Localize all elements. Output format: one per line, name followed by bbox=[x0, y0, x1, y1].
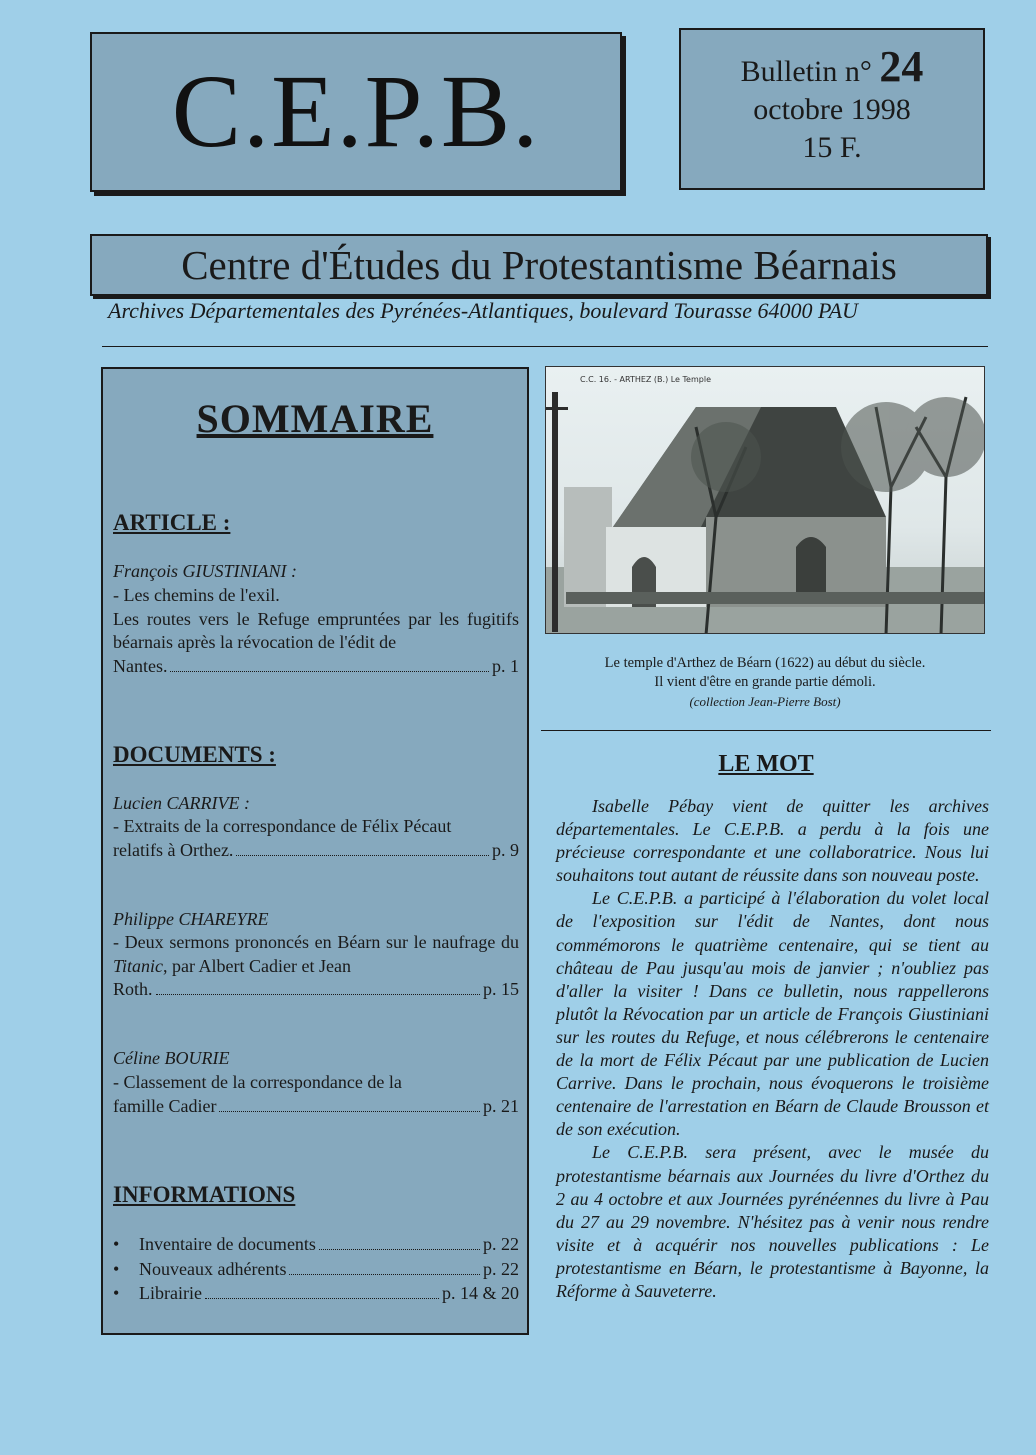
dot-leader bbox=[205, 1298, 439, 1299]
header-divider bbox=[102, 346, 988, 347]
info-label: Librairie bbox=[139, 1283, 202, 1303]
column-divider bbox=[541, 730, 991, 731]
bulletin-date: octobre 1998 bbox=[753, 93, 911, 126]
dot-leader bbox=[219, 1111, 480, 1112]
informations-heading: INFORMATIONS bbox=[113, 1182, 296, 1207]
bulletin-box bbox=[679, 28, 985, 190]
caption-credit: (collection Jean-Pierre Bost) bbox=[689, 694, 841, 709]
info-label: Inventaire de documents bbox=[139, 1234, 316, 1254]
document-toc-line-2 bbox=[113, 978, 519, 1002]
sommaire-title: SOMMAIRE bbox=[196, 396, 434, 441]
dot-leader bbox=[236, 855, 489, 856]
dot-leader bbox=[289, 1274, 480, 1275]
document-title-italic: Titanic bbox=[113, 955, 164, 976]
caption-line2: Il vient d'être en grande partie démoli. bbox=[654, 674, 876, 690]
document-body-3: - Classement de la correspondance de la bbox=[113, 1072, 402, 1092]
document-page-2: p. 15 bbox=[483, 979, 519, 999]
info-item bbox=[113, 1281, 519, 1306]
documents-heading: DOCUMENTS : bbox=[113, 742, 276, 767]
article-line1: - Les chemins de l'exil. bbox=[113, 585, 280, 605]
bulletin-price: 15 F. bbox=[802, 131, 862, 164]
document-author-1: Lucien CARRIVE : bbox=[113, 793, 250, 813]
document-body-1: - Extraits de la correspondance de Félix Pécaut bbox=[113, 816, 452, 836]
document-last-1: relatifs à Orthez. bbox=[113, 839, 234, 860]
info-page: p. 14 & 20 bbox=[441, 1283, 519, 1303]
article-toc-line bbox=[113, 655, 519, 679]
document-entry-1 bbox=[113, 815, 519, 862]
bullet: • bbox=[113, 1258, 120, 1279]
bulletin-line bbox=[681, 42, 983, 91]
info-page: p. 22 bbox=[483, 1258, 519, 1279]
info-item bbox=[113, 1257, 519, 1282]
organization-address: Archives Départementales des Pyrénées-Atlantiques, boulevard Tourasse 64000 PAU bbox=[108, 298, 858, 323]
document-last-2: Roth. bbox=[113, 979, 153, 999]
article-last: Nantes. bbox=[113, 655, 168, 676]
photo-inscription: C.C. 16. - ARTHEZ (B.) Le Temple bbox=[580, 375, 711, 384]
caption-line1: Le temple d'Arthez de Béarn (1622) au début du siècle. bbox=[604, 655, 926, 671]
sommaire-panel bbox=[101, 367, 529, 1335]
info-item bbox=[113, 1232, 519, 1257]
bulletin-number: 24 bbox=[879, 42, 924, 91]
document-toc-line-1 bbox=[113, 839, 519, 863]
article-entry bbox=[113, 584, 519, 678]
bullet: • bbox=[113, 1283, 120, 1303]
document-toc-line-3 bbox=[113, 1095, 519, 1119]
document-last-3: famille Cadier bbox=[113, 1095, 217, 1116]
document-body-2b: , par Albert Cadier et Jean bbox=[163, 955, 351, 976]
document-body-2a: - Deux sermons prononcés en Béarn sur le naufrage du bbox=[113, 932, 519, 952]
dot-leader bbox=[170, 671, 489, 672]
temple-illustration bbox=[546, 367, 985, 634]
info-label: Nouveaux adhérents bbox=[139, 1258, 287, 1279]
document-page-3: p. 21 bbox=[483, 1095, 519, 1116]
document-entry-3 bbox=[113, 1071, 519, 1118]
document-author-2: Philippe CHAREYRE bbox=[113, 909, 269, 929]
logo-text: C.E.P.B. bbox=[171, 54, 541, 169]
document-author-3: Céline BOURIE bbox=[113, 1048, 230, 1068]
document-page-1: p. 9 bbox=[492, 839, 519, 860]
document-entry-2 bbox=[113, 931, 519, 1002]
le-mot-paragraph: Le C.E.P.B. a participé à l'élaboration du volet local de l'exposition sur l'édit de Nantes, dont nous commémorons le quatrième centenaire, qui se tient au château de Pau jusqu'au mois de janvier ; n'oubliez pas d'aller la visiter ! Dans ce bulletin, nous rappellerons plutôt la Révocation par un article de François Giustiniani sur les routes du Refuge, et nous célébrerons le centenaire de la mort de Félix Pécaut par une publication de Lucien Carrive. Dans le prochain, nous évoquerons le troisième centenaire de l'arrestation en Béarn de Claude Brousson et de son exécution. bbox=[556, 888, 989, 1140]
article-page: p. 1 bbox=[492, 655, 519, 676]
bullet: • bbox=[113, 1234, 120, 1254]
info-page: p. 22 bbox=[483, 1234, 519, 1254]
article-body: Les routes vers le Refuge empruntées par les fugitifs béarnais après la révocation de l'édit de bbox=[113, 608, 519, 652]
temple-photo bbox=[545, 366, 985, 634]
dot-leader bbox=[156, 994, 480, 995]
document-body-2 bbox=[113, 931, 519, 978]
article-heading: ARTICLE : bbox=[113, 510, 231, 535]
bulletin-label: Bulletin n° bbox=[740, 55, 872, 88]
photo-caption bbox=[545, 654, 985, 712]
article-author: François GIUSTINIANI : bbox=[113, 561, 297, 581]
le-mot-title: LE MOT bbox=[718, 751, 814, 777]
le-mot-text bbox=[556, 795, 989, 1303]
logo-box bbox=[90, 32, 622, 192]
le-mot-paragraph: Isabelle Pébay vient de quitter les archives départementales. Le C.E.P.B. a perdu à la fois une précieuse correspondante et une collaboratrice. Nous lui souhaitons tout autant de réussite dans son nouveau poste. bbox=[556, 796, 989, 886]
le-mot-paragraph: Le C.E.P.B. sera présent, avec le musée du protestantisme béarnais aux Journées du livre d'Orthez du 2 au 4 octobre et aux Journées pyrénéennes du livre à Pau du 27 au 29 novembre. N'hésitez pas à venir nous rendre visite et à acquérir nos nouvelles publications : Le protestantisme en Béarn, le protestantisme à Bayonne, la Réforme à Sauveterre. bbox=[556, 1142, 989, 1301]
organization-name-box bbox=[90, 234, 988, 296]
organization-name: Centre d'Études du Protestantisme Béarnais bbox=[181, 242, 897, 288]
informations-list bbox=[113, 1232, 519, 1306]
dot-leader bbox=[319, 1249, 480, 1250]
